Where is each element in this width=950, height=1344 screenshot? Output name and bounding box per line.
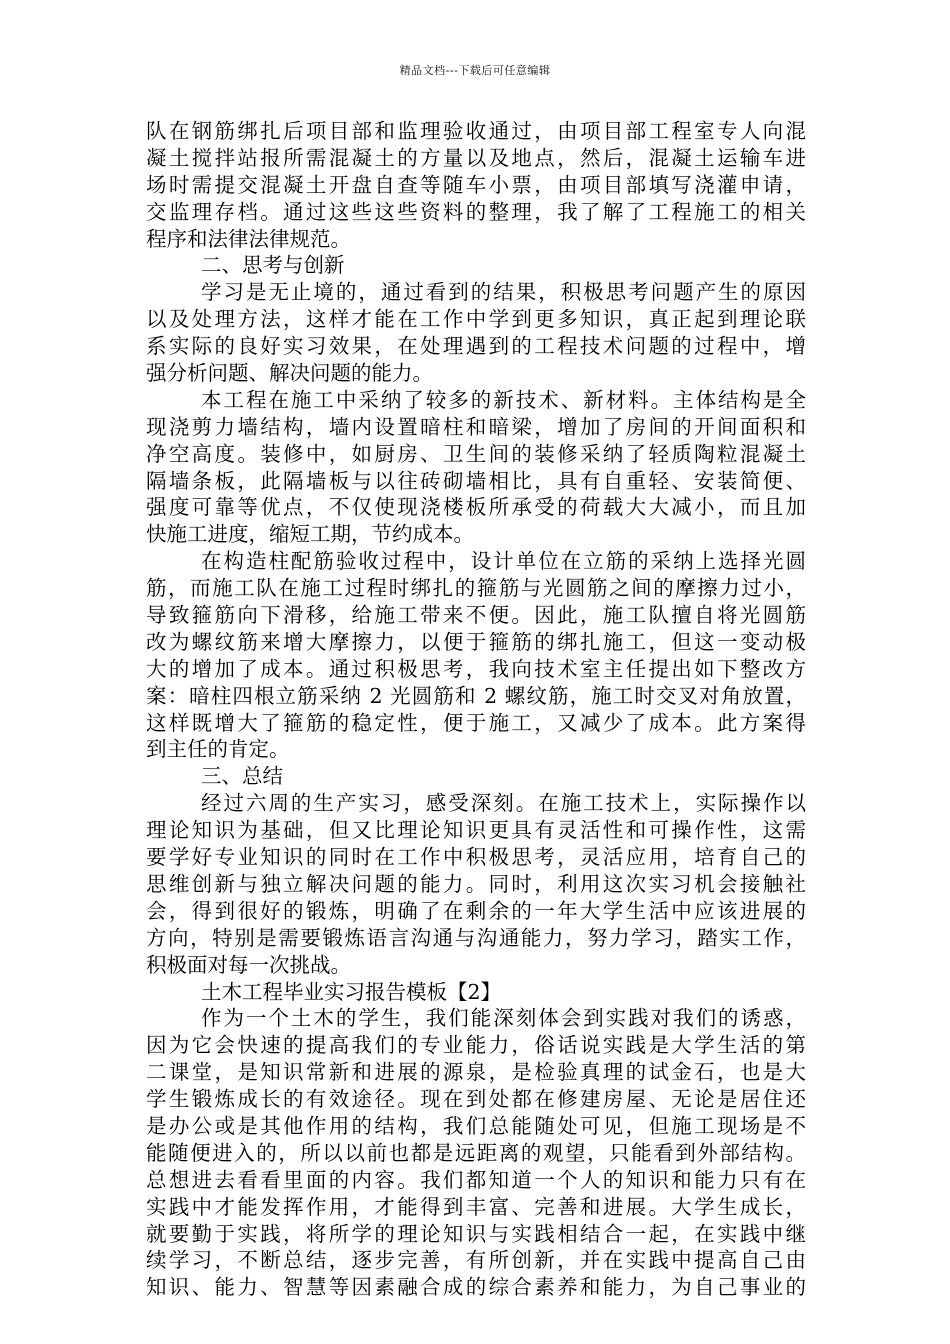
text-line: 方向，特别是需要锻炼语言沟通与沟通能力，努力学习，踏实工作， <box>146 925 806 950</box>
text-line: 经过六周的生产实习，感受深刻。在施工技术上，实际操作以 <box>201 791 806 816</box>
text-line: 系实际的良好实习效果，在处理遇到的工程技术问题的过程中，增 <box>146 334 806 359</box>
text-line: 积极面对每一次挑战。 <box>146 952 351 977</box>
text-line: 净空高度。装修中，如厨房、卫生间的装修采纳了轻质陶粒混凝土 <box>146 441 806 466</box>
text-line: 总想进去看看里面的内容。我们都知道一个人的知识和能力只有在 <box>146 1167 806 1192</box>
text-line: 强分析问题、解决问题的能力。 <box>146 361 433 386</box>
text-line: 现浇剪力墙结构，墙内设置暗柱和暗梁，增加了房间的开间面积和 <box>146 414 806 439</box>
text-line: 场时需提交混凝土开盘自查等随车小票，由项目部填写浇灌申请， <box>146 172 806 197</box>
text-line: 在构造柱配筋验收过程中，设计单位在立筋的采纳上选择光圆 <box>201 549 806 574</box>
text-line: 本工程在施工中采纳了较多的新技术、新材料。主体结构是全 <box>201 387 806 412</box>
section-heading: 二、思考与创新 <box>201 253 345 278</box>
text-line: 理论知识为基础，但又比理论知识更具有灵活性和可操作性，这需 <box>146 818 806 843</box>
text-line: 因为它会快速的提高我们的专业能力，俗话说实践是大学生活的第 <box>146 1033 806 1058</box>
text-line: 学习是无止境的，通过看到的结果，积极思考问题产生的原因 <box>201 280 806 305</box>
text-line: 能随便进入的，所以以前也都是远距离的观望，只能看到外部结构。 <box>146 1140 806 1165</box>
text-line: 要学好专业知识的同时在工作中积极思考，灵活应用，培育自己的 <box>146 845 806 870</box>
text-line: 凝土搅拌站报所需混凝土的方量以及地点，然后，混凝土运输车进 <box>146 145 806 170</box>
text-line: 是办公或是其他作用的结构，我们总能随处可见，但施工现场是不 <box>146 1113 806 1138</box>
text-line: 队在钢筋绑扎后项目部和监理验收通过，由项目部工程室专人向混 <box>146 119 806 143</box>
text-line: 快施工进度，缩短工期，节约成本。 <box>146 522 474 547</box>
section-heading: 土木工程毕业实习报告模板【2】 <box>201 979 502 1004</box>
text-line: 思维创新与独立解决问题的能力。同时，利用这次实习机会接触社 <box>146 871 806 896</box>
text-line: 强度可靠等优点，不仅使现浇楼板所承受的荷载大大减小，而且加 <box>146 495 806 520</box>
section-heading: 三、总结 <box>201 764 283 789</box>
text-line: 这样既增大了箍筋的稳定性，便于施工，又减少了成本。此方案得 <box>146 710 806 735</box>
text-line: 交监理存档。通过这些这些资料的整理，我了解了工程施工的相关 <box>146 199 806 224</box>
text-line: 到主任的肯定。 <box>146 737 290 762</box>
text-line: 作为一个土木的学生，我们能深刻体会到实践对我们的诱惑， <box>201 1006 806 1031</box>
text-line: 导致箍筋向下滑移，给施工带来不便。因此，施工队擅自将光圆筋 <box>146 603 806 628</box>
text-line: 改为螺纹筋来增大摩擦力，以便于箍筋的绑扎施工，但这一变动极 <box>146 629 806 654</box>
text-line: 知识、能力、智慧等因素融合成的综合素养和能力，为自己事业的 <box>146 1275 806 1300</box>
text-line: 筋，而施工队在施工过程时绑扎的箍筋与光圆筋之间的摩擦力过小， <box>146 576 806 601</box>
text-line: 程序和法律法律规范。 <box>146 226 351 251</box>
text-line: 学生锻炼成长的有效途径。现在到处都在修建房屋、无论是居住还 <box>146 1087 806 1112</box>
text-line: 就要勤于实践，将所学的理论知识与实践相结合一起，在实践中继 <box>146 1221 806 1246</box>
text-line: 案：暗柱四根立筋采纳 2 光圆筋和 2 螺纹筋，施工时交叉对角放置， <box>146 683 806 708</box>
text-line: 大的增加了成本。通过积极思考，我向技术室主任提出如下整改方 <box>146 656 806 681</box>
text-line: 会，得到很好的锻炼，明确了在剩余的一年大学生活中应该进展的 <box>146 898 806 923</box>
text-line: 隔墙条板，此隔墙板与以往砖砌墙相比，具有自重轻、安装简便、 <box>146 468 806 493</box>
text-line: 二课堂，是知识常新和进展的源泉，是检验真理的试金石，也是大 <box>146 1060 806 1085</box>
text-line: 以及处理方法，这样才能在工作中学到更多知识，真正起到理论联 <box>146 307 806 332</box>
text-line: 续学习，不断总结，逐步完善，有所创新，并在实践中提高自己由 <box>146 1248 806 1273</box>
document-body <box>146 118 806 1301</box>
text-line: 实践中才能发挥作用，才能得到丰富、完善和进展。大学生成长， <box>146 1194 806 1219</box>
page-header: 精品文档---下载后可任意编辑 <box>399 64 551 77</box>
